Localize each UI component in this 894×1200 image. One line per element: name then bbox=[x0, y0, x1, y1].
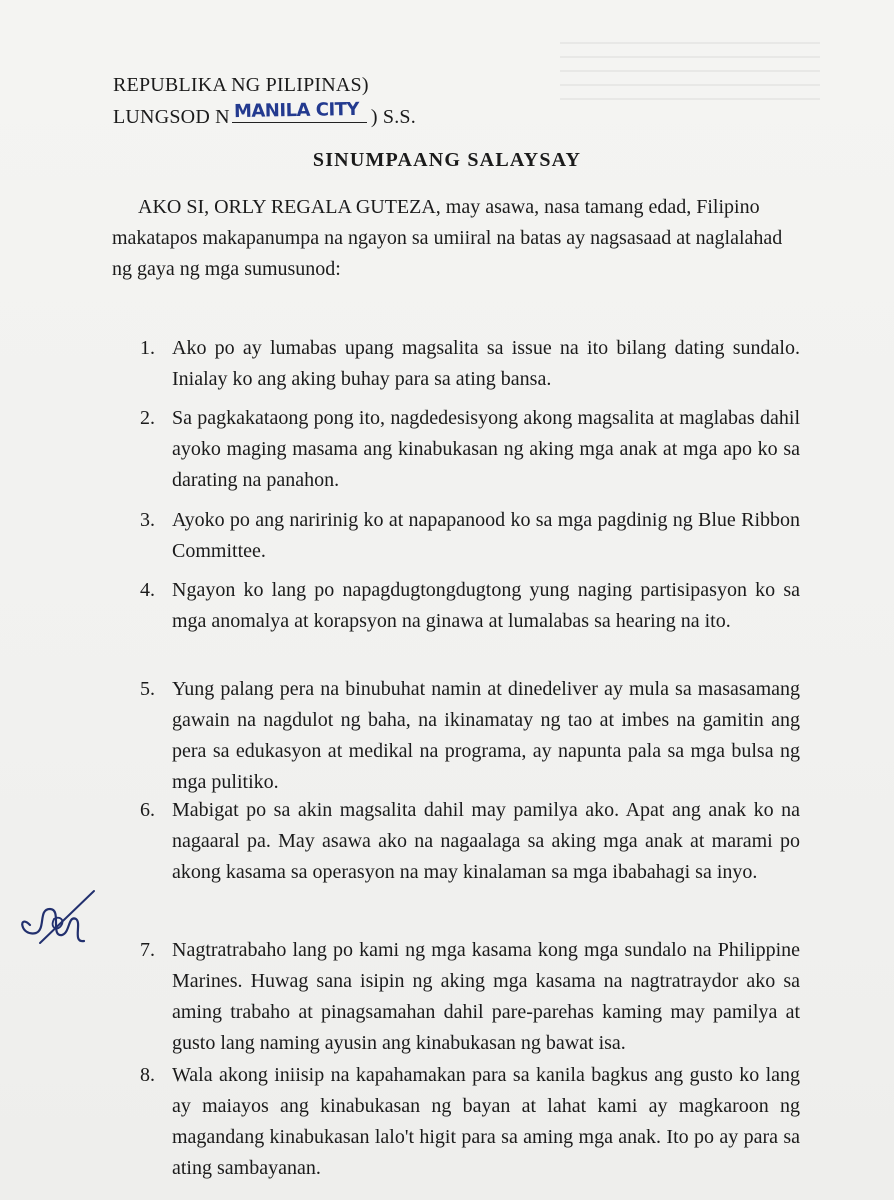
list-item bbox=[140, 505, 800, 567]
header-line-republic bbox=[113, 70, 416, 100]
header-line-city bbox=[113, 100, 416, 132]
item-text: Sa pagkakataong pong ito, nagdedesisyong akong magsalita at maglabas dahil ayoko maging masama ang kinabukasan ng aking mga anak at mga apo ko sa darating na panahon. bbox=[172, 407, 800, 491]
item-text: Yung palang pera na binubuhat namin at dinedeliver ay mula sa masasamang gawain na nagdulot ng baha, na ikinamatay ng tao at imbes na gamitin ang pera sa edukasyon at medikal na programa, ay napunta pala sa mga bulsa ng mga pulitiko. bbox=[172, 678, 800, 793]
list-item bbox=[140, 575, 800, 637]
item-number: 2. bbox=[140, 407, 155, 429]
item-number: 8. bbox=[140, 1064, 155, 1086]
document-title: SINUMPAANG SALAYSAY bbox=[312, 149, 582, 171]
item-number: 4. bbox=[140, 579, 155, 601]
intro-paragraph bbox=[112, 192, 792, 285]
bleed-through-texture bbox=[560, 40, 820, 100]
item-text: Wala akong iniisip na kapahamakan para sa kanila bagkus ang gusto ko lang ay maiayos ang kinabukasan ng bayan at lahat kami ay magkaroon ng magandang kinabukasan lalo't higit para sa aming mga anak. Ito po ay para sa ating sambayanan. bbox=[172, 1064, 800, 1179]
item-number: 5. bbox=[140, 678, 155, 700]
signature-mark bbox=[10, 885, 100, 955]
intro-text: AKO SI, ORLY REGALA GUTEZA, may asawa, nasa tamang edad, Filipino makatapos makapanumpa na ngayon sa umiiral na batas ay nagsasaad at naglalahad ng gaya ng mga sumusunod: bbox=[112, 196, 783, 280]
list-item bbox=[140, 795, 800, 888]
city-blank-field bbox=[232, 100, 367, 123]
item-text: Ngayon ko lang po napagdugtongdugtong yung naging partisipasyon ko sa mga anomalya at korapsyon na ginawa at lumalabas sa hearing na ito. bbox=[172, 579, 800, 632]
republic-text: REPUBLIKA NG PILIPINAS) bbox=[113, 74, 369, 96]
item-number: 7. bbox=[140, 939, 155, 961]
item-text: Ayoko po ang naririnig ko at napapanood ko sa mga pagdinig ng Blue Ribbon Committee. bbox=[172, 509, 800, 562]
list-item bbox=[140, 935, 800, 1059]
item-text: Mabigat po sa akin magsalita dahil may pamilya ako. Apat ang anak ko na nagaaral pa. May asawa ako na nagaalaga sa aking mga anak at marami po akong kasama sa operasyon na may kinalaman sa mga ibabahagi sa inyo. bbox=[172, 799, 800, 883]
item-text: Nagtratrabaho lang po kami ng mga kasama kong mga sundalo na Philippine Marines. Huwag sana isipin ng aking mga kasama na nagtratraydor ako sa aming trabaho at pinagsamahan dahil pare-parehas kaming may pamilya at gusto lang naming ayusin ang kinabukasan ng bawat isa. bbox=[172, 939, 800, 1054]
signature-slash bbox=[40, 891, 94, 943]
list-item bbox=[140, 333, 800, 395]
list-item bbox=[140, 403, 800, 496]
item-text: Ako po ay lumabas upang magsalita sa issue na ito bilang dating sundalo. Inialay ko ang aking buhay para sa ating bansa. bbox=[172, 337, 800, 390]
item-number: 3. bbox=[140, 509, 155, 531]
city-prefix: LUNGSOD N bbox=[113, 106, 230, 128]
city-suffix: ) S.S. bbox=[370, 106, 416, 128]
document-header bbox=[113, 70, 416, 132]
city-handwritten-value: MANILA CITY bbox=[233, 98, 359, 123]
list-item bbox=[140, 674, 800, 798]
list-item bbox=[140, 1060, 800, 1184]
item-number: 1. bbox=[140, 337, 155, 359]
item-number: 6. bbox=[140, 799, 155, 821]
